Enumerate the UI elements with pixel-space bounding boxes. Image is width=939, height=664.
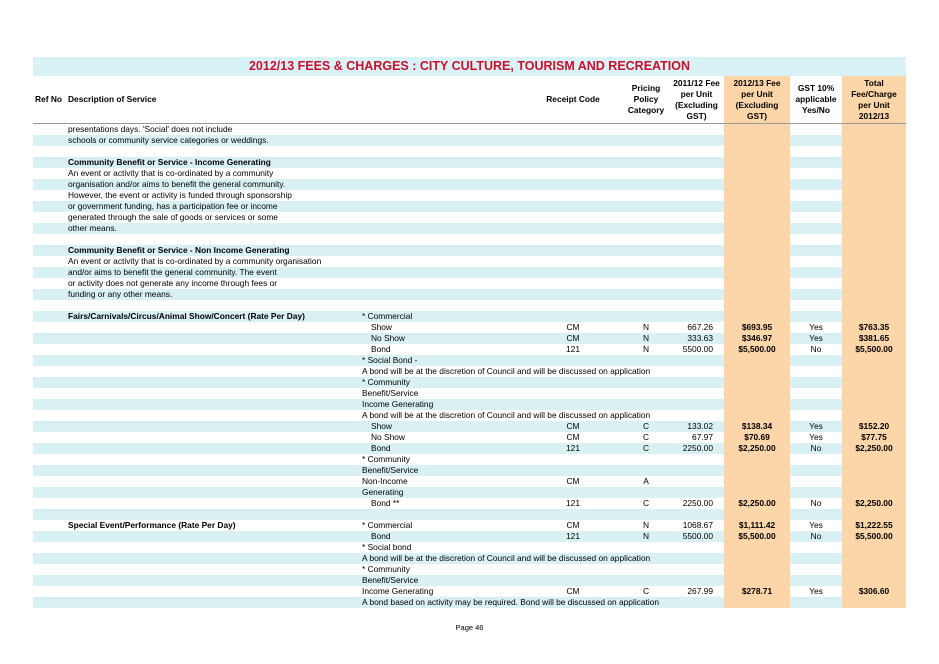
description-cell: or activity does not generate any income through fees or (68, 278, 278, 288)
total-column-bg (842, 377, 906, 388)
header-fee-2012: 2012/13 Fee per Unit (Excluding GST) (733, 77, 781, 121)
table-row (33, 531, 906, 542)
table-row (33, 300, 906, 311)
table-row (33, 509, 906, 520)
description-cell: and/or aims to benefit the general community. The event (68, 267, 277, 277)
fee-2012-column-bg (724, 399, 790, 410)
receipt-code-cell: CM (566, 520, 580, 530)
fee-2012-column-bg (724, 212, 790, 223)
table-row (33, 322, 906, 333)
total-column-bg (842, 355, 906, 366)
gst-column-bg (790, 355, 842, 366)
fee-2012-column-bg (724, 179, 790, 190)
receipt-code-cell: CM (566, 333, 580, 343)
gst-column-bg (790, 267, 842, 278)
total-cell: $381.65 (858, 333, 890, 343)
fee-2012-column-bg (724, 597, 790, 608)
table-row (33, 223, 906, 234)
gst-column-bg (790, 278, 842, 289)
table-row (33, 135, 906, 146)
sub-description-cell: A bond based on activity may be required. Bond will be discussed on application (362, 597, 660, 607)
fee-2011-cell: 1068.67 (682, 520, 713, 530)
receipt-code-cell: 121 (566, 531, 580, 541)
table-row (33, 399, 906, 410)
sub-description-cell: * Community (362, 377, 410, 387)
pricing-policy-cell: C (642, 443, 650, 453)
pricing-policy-cell: C (642, 421, 650, 431)
total-column-bg (842, 146, 906, 157)
fee-2012-column-bg (724, 146, 790, 157)
fee-2012-column-bg (724, 289, 790, 300)
gst-column-bg (790, 487, 842, 498)
table-row (33, 245, 906, 256)
description-cell: funding or any other means. (68, 289, 173, 299)
total-column-bg (842, 278, 906, 289)
total-column-bg (842, 201, 906, 212)
table-row (33, 234, 906, 245)
fee-2012-column-bg (724, 410, 790, 421)
gst-column-bg (790, 135, 842, 146)
total-cell: $763.35 (858, 322, 890, 332)
sub-description-cell: Non-Income (362, 476, 408, 486)
header-total: Total Fee/Charge per Unit 2012/13 (851, 77, 897, 121)
receipt-code-cell: CM (566, 322, 580, 332)
table-row (33, 278, 906, 289)
gst-cell: No (810, 344, 822, 354)
pricing-policy-cell: N (642, 322, 650, 332)
header-gst: GST 10% applicable Yes/No (795, 83, 837, 115)
total-column-bg (842, 311, 906, 322)
fee-2012-column-bg (724, 553, 790, 564)
fee-2012-column-bg (724, 377, 790, 388)
fee-2011-cell: 67.97 (692, 432, 713, 442)
header-fee-2011: 2011/12 Fee per Unit (Excluding GST) (673, 77, 720, 121)
gst-column-bg (790, 597, 842, 608)
sub-description-cell: A bond will be at the discretion of Council and will be discussed on application (362, 366, 651, 376)
total-cell: $2,250.00 (855, 498, 893, 508)
fee-2011-cell: 5500.00 (682, 531, 713, 541)
fee-2012-cell: $278.71 (741, 586, 773, 596)
sub-description-cell: Benefit/Service (362, 575, 419, 585)
receipt-code-cell: CM (566, 476, 580, 486)
table-row (33, 201, 906, 212)
fee-2012-column-bg (724, 542, 790, 553)
fee-2011-cell: 133.02 (687, 421, 713, 431)
table-row (33, 157, 906, 168)
gst-column-bg (790, 234, 842, 245)
item-cell: Bond (371, 443, 391, 453)
gst-column-bg (790, 454, 842, 465)
total-column-bg (842, 300, 906, 311)
total-column-bg (842, 454, 906, 465)
table-row (33, 267, 906, 278)
receipt-code-cell: 121 (566, 344, 580, 354)
gst-cell: Yes (809, 333, 823, 343)
gst-cell: Yes (809, 421, 823, 431)
table-row (33, 212, 906, 223)
fee-2012-column-bg (724, 267, 790, 278)
gst-cell: No (810, 531, 822, 541)
fee-2011-cell: 333.63 (687, 333, 713, 343)
gst-column-bg (790, 465, 842, 476)
fee-2012-column-bg (724, 201, 790, 212)
total-column-bg (842, 487, 906, 498)
total-column-bg (842, 509, 906, 520)
item-cell: Bond (371, 344, 391, 354)
gst-column-bg (790, 509, 842, 520)
sub-description-cell: A bond will be at the discretion of Council and will be discussed on application (362, 553, 651, 563)
pricing-policy-cell: N (642, 520, 650, 530)
sub-description-cell: * Social Bond - (362, 355, 418, 365)
table-row (33, 443, 906, 454)
gst-column-bg (790, 245, 842, 256)
total-column-bg (842, 553, 906, 564)
total-column-bg (842, 212, 906, 223)
description-cell: Special Event/Performance (Rate Per Day) (68, 520, 236, 530)
gst-column-bg (790, 575, 842, 586)
gst-cell: No (810, 498, 822, 508)
description-cell: organisation and/or aims to benefit the general community. (68, 179, 286, 189)
total-cell: $2,250.00 (855, 443, 893, 453)
total-column-bg (842, 267, 906, 278)
fee-2012-column-bg (724, 487, 790, 498)
gst-column-bg (790, 410, 842, 421)
sub-description-cell: Generating (362, 487, 404, 497)
fee-2011-cell: 2250.00 (682, 498, 713, 508)
fee-2012-column-bg (724, 245, 790, 256)
total-column-bg (842, 597, 906, 608)
sub-description-cell: Benefit/Service (362, 388, 419, 398)
total-column-bg (842, 168, 906, 179)
fee-2011-cell: 2250.00 (682, 443, 713, 453)
sub-description-cell: Income Generating (362, 586, 434, 596)
table-row (33, 355, 906, 366)
table-row (33, 311, 906, 322)
receipt-code-cell: 121 (566, 443, 580, 453)
table-row (33, 168, 906, 179)
table-row (33, 190, 906, 201)
header-pricing-policy: Pricing Policy Category (627, 83, 665, 115)
fee-2012-column-bg (724, 190, 790, 201)
fee-2012-column-bg (724, 454, 790, 465)
fee-2012-column-bg (724, 476, 790, 487)
gst-column-bg (790, 289, 842, 300)
sub-description-cell: * Commercial (362, 311, 413, 321)
fee-2012-cell: $346.97 (741, 333, 773, 343)
gst-column-bg (790, 553, 842, 564)
sub-description-cell: * Social bond (362, 542, 412, 552)
gst-column-bg (790, 223, 842, 234)
description-cell: However, the event or activity is funded through sponsorship (68, 190, 292, 200)
table-row (33, 454, 906, 465)
gst-column-bg (790, 388, 842, 399)
total-column-bg (842, 564, 906, 575)
total-column-bg (842, 542, 906, 553)
fee-2012-column-bg (724, 575, 790, 586)
total-cell: $77.75 (861, 432, 887, 442)
table-row (33, 256, 906, 267)
sub-description-cell: * Commercial (362, 520, 413, 530)
total-column-bg (842, 124, 906, 135)
sub-description-cell: Income Generating (362, 399, 434, 409)
table-row (33, 124, 906, 135)
gst-cell: Yes (809, 432, 823, 442)
fee-2012-column-bg (724, 124, 790, 135)
fee-2012-column-bg (724, 564, 790, 575)
fee-2011-cell: 5500.00 (682, 344, 713, 354)
total-column-bg (842, 289, 906, 300)
total-column-bg (842, 157, 906, 168)
total-column-bg (842, 366, 906, 377)
gst-column-bg (790, 476, 842, 487)
gst-column-bg (790, 564, 842, 575)
description-cell: presentations days. 'Social' does not include (68, 124, 233, 134)
item-cell: Bond (371, 531, 391, 541)
fee-2012-cell: $2,250.00 (738, 498, 776, 508)
header-description: Description of Service (68, 94, 157, 104)
table-row (33, 432, 906, 443)
gst-column-bg (790, 311, 842, 322)
gst-column-bg (790, 179, 842, 190)
table-row (33, 388, 906, 399)
receipt-code-cell: CM (566, 586, 580, 596)
sub-description-cell: A bond will be at the discretion of Council and will be discussed on application (362, 410, 651, 420)
gst-column-bg (790, 190, 842, 201)
description-cell: generated through the sale of goods or services or some (68, 212, 278, 222)
table-row (33, 146, 906, 157)
total-cell: $1,222.55 (855, 520, 893, 530)
gst-column-bg (790, 300, 842, 311)
fee-2012-column-bg (724, 157, 790, 168)
table-row (33, 377, 906, 388)
description-cell: other means. (68, 223, 117, 233)
sub-description-cell: * Community (362, 564, 410, 574)
table-row (33, 366, 906, 377)
table-row (33, 410, 906, 421)
pricing-policy-cell: N (642, 333, 650, 343)
gst-column-bg (790, 399, 842, 410)
table-row (33, 465, 906, 476)
pricing-policy-cell: N (642, 531, 650, 541)
fee-2012-column-bg (724, 355, 790, 366)
total-column-bg (842, 190, 906, 201)
fee-2012-cell: $693.95 (741, 322, 773, 332)
pricing-policy-cell: C (642, 586, 650, 596)
gst-column-bg (790, 146, 842, 157)
fee-2011-cell: 667.26 (687, 322, 713, 332)
gst-cell: Yes (809, 322, 823, 332)
sub-description-cell: * Community (362, 454, 410, 464)
table-row (33, 344, 906, 355)
receipt-code-cell: CM (566, 421, 580, 431)
total-cell: $306.60 (858, 586, 890, 596)
fee-2012-column-bg (724, 278, 790, 289)
page-number: Page 46 (455, 623, 484, 632)
gst-column-bg (790, 168, 842, 179)
total-column-bg (842, 410, 906, 421)
sub-description-cell: Benefit/Service (362, 465, 419, 475)
table-row (33, 586, 906, 597)
total-cell: $5,500.00 (855, 531, 893, 541)
fee-2012-column-bg (724, 135, 790, 146)
description-cell: Community Benefit or Service - Income Generating (68, 157, 271, 167)
fee-2012-column-bg (724, 223, 790, 234)
fee-2012-column-bg (724, 388, 790, 399)
description-cell: schools or community service categories or weddings. (68, 135, 269, 145)
item-cell: Show (371, 322, 392, 332)
table-row (33, 498, 906, 509)
gst-column-bg (790, 366, 842, 377)
total-cell: $152.20 (858, 421, 890, 431)
header-receipt-code: Receipt Code (546, 94, 600, 104)
table-row (33, 520, 906, 531)
fee-2012-cell: $2,250.00 (738, 443, 776, 453)
table-row (33, 597, 906, 608)
fee-2012-column-bg (724, 168, 790, 179)
fee-2012-cell: $138.34 (741, 421, 773, 431)
table-body (33, 124, 906, 608)
gst-cell: No (810, 443, 822, 453)
table-row (33, 179, 906, 190)
total-column-bg (842, 135, 906, 146)
header-ref-no: Ref No (35, 94, 62, 104)
page-title: 2012/13 FEES & CHARGES : CITY CULTURE, TOURISM AND RECREATION (33, 57, 906, 76)
table-row (33, 476, 906, 487)
pricing-policy-cell: C (642, 432, 650, 442)
description-cell: Community Benefit or Service - Non Income Generating (68, 245, 290, 255)
gst-column-bg (790, 256, 842, 267)
gst-column-bg (790, 212, 842, 223)
description-cell: or government funding, has a participation fee or income (68, 201, 278, 211)
item-cell: Show (371, 421, 392, 431)
total-column-bg (842, 179, 906, 190)
total-column-bg (842, 476, 906, 487)
total-column-bg (842, 399, 906, 410)
fee-2012-cell: $5,500.00 (738, 344, 776, 354)
table-row (33, 421, 906, 432)
total-column-bg (842, 256, 906, 267)
fee-2012-column-bg (724, 366, 790, 377)
gst-column-bg (790, 377, 842, 388)
table-row (33, 487, 906, 498)
gst-column-bg (790, 124, 842, 135)
table-row (33, 575, 906, 586)
total-column-bg (842, 223, 906, 234)
description-cell: An event or activity that is co-ordinated by a community (68, 168, 274, 178)
total-column-bg (842, 388, 906, 399)
fee-2012-column-bg (724, 311, 790, 322)
table-row (33, 553, 906, 564)
total-column-bg (842, 465, 906, 476)
fee-2011-cell: 267.99 (687, 586, 713, 596)
pricing-policy-cell: C (642, 498, 650, 508)
fee-2012-column-bg (724, 509, 790, 520)
table-row (33, 542, 906, 553)
table-row (33, 564, 906, 575)
total-column-bg (842, 234, 906, 245)
gst-column-bg (790, 542, 842, 553)
pricing-policy-cell: A (643, 476, 649, 486)
item-cell: No Show (371, 333, 405, 343)
fees-sheet (33, 57, 906, 608)
gst-cell: Yes (809, 586, 823, 596)
table-header (33, 76, 906, 124)
fee-2012-column-bg (724, 234, 790, 245)
total-cell: $5,500.00 (855, 344, 893, 354)
gst-column-bg (790, 201, 842, 212)
gst-cell: Yes (809, 520, 823, 530)
fee-2012-cell: $5,500.00 (738, 531, 776, 541)
fee-2012-column-bg (724, 256, 790, 267)
fee-2012-column-bg (724, 465, 790, 476)
fee-2012-column-bg (724, 300, 790, 311)
description-cell: An event or activity that is co-ordinated by a community organisation (68, 256, 322, 266)
description-cell: Fairs/Carnivals/Circus/Animal Show/Concert (Rate Per Day) (68, 311, 305, 321)
fee-2012-cell: $70.69 (744, 432, 770, 442)
table-row (33, 289, 906, 300)
total-column-bg (842, 245, 906, 256)
total-column-bg (842, 575, 906, 586)
table-row (33, 333, 906, 344)
pricing-policy-cell: N (642, 344, 650, 354)
item-cell: Bond ** (371, 498, 400, 508)
receipt-code-cell: CM (566, 432, 580, 442)
item-cell: No Show (371, 432, 405, 442)
gst-column-bg (790, 157, 842, 168)
fee-2012-cell: $1,111.42 (738, 520, 776, 530)
receipt-code-cell: 121 (566, 498, 580, 508)
